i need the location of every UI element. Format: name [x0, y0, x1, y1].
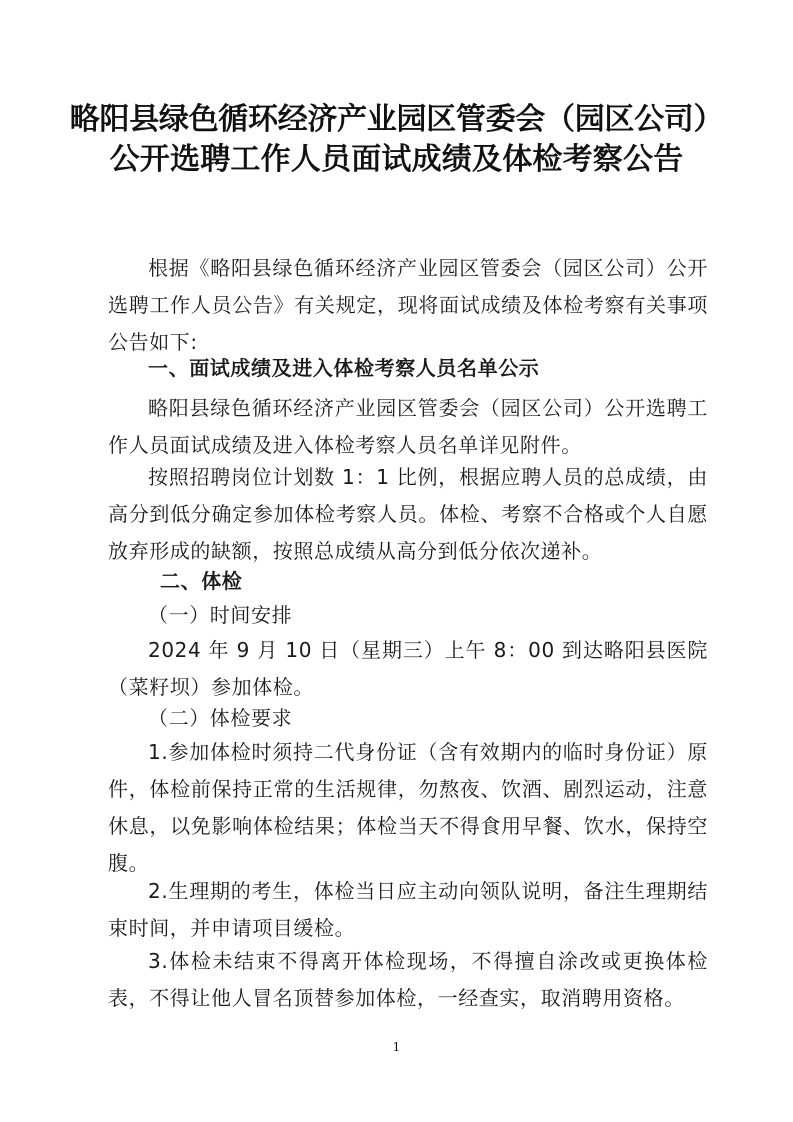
section1-paragraph1: 略阳县绿色循环经济产业园区管委会（园区公司）公开选聘工作人员面试成绩及进入体检考察人员名单详见附件。: [108, 396, 708, 457]
section1-heading: 一、面试成绩及进入体检考察人员名单公示: [148, 356, 540, 380]
section2-sub1-text: 2024 年 9 月 10 日（星期三）上午 8：00 到达略阳县医院（菜籽坝）参加体检。: [108, 638, 708, 699]
intro-paragraph: 根据《略阳县绿色循环经济产业园区管委会（园区公司）公开选聘工作人员公告》有关规定，现将面试成绩及体检考察有关事项公告如下:: [108, 256, 708, 354]
document-title-line1: 略阳县绿色循环经济产业园区管委会（园区公司）: [69, 102, 724, 137]
requirement-item1: 1.参加体检时须持二代身份证（含有效期内的临时身份证）原件，体检前保持正常的生活规律，勿熬夜、饮酒、剧烈运动，注意休息，以免影响体检结果；体检当天不得食用早餐、饮水，保持空腹。: [108, 740, 708, 875]
document-title-line2: 公开选聘工作人员面试成绩及体检考察公告: [109, 142, 684, 177]
page-number: 1: [392, 1040, 401, 1054]
requirement-item2: 2.生理期的考生，体检当日应主动向领队说明，备注生理期结束时间，并申请项目缓检。: [108, 879, 708, 940]
section2-sub2-heading: （二）体检要求: [148, 706, 293, 730]
requirement-item3: 3.体检未结束不得离开体检现场，不得擅自涂改或更换体检表，不得让他人冒名顶替参加体检，一经查实，取消聘用资格。: [108, 949, 708, 1010]
section2-sub1-heading: （一）时间安排: [148, 603, 293, 627]
section2-heading: 二、体检: [160, 569, 243, 593]
section1-paragraph2: 按照招聘岗位计划数 1：1 比例，根据应聘人员的总成绩，由高分到低分确定参加体检考察人员。体检、考察不合格或个人自愿放弃形成的缺额，按照总成绩从高分到低分依次递补。: [108, 465, 708, 563]
